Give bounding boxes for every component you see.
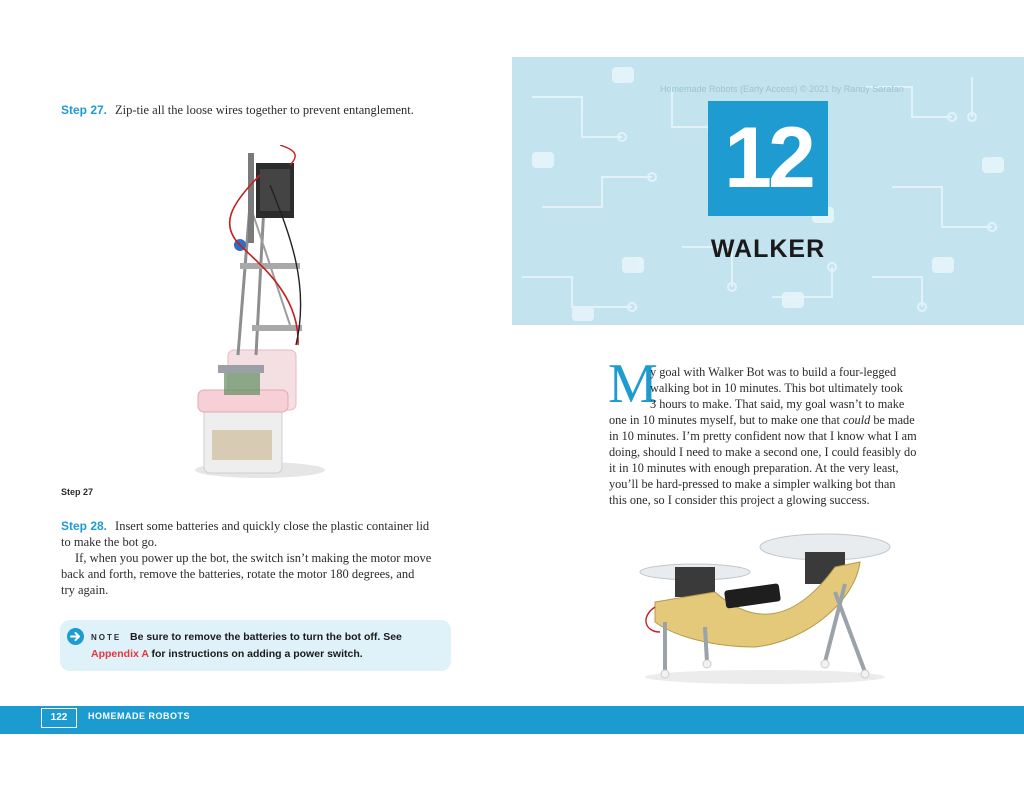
step-28-para-line-3: try again. xyxy=(61,583,109,597)
footer-page-number: 122 xyxy=(41,708,77,728)
intro-line-4-text: one in 10 minutes myself, but to make one that xyxy=(609,413,843,427)
note-text-1: Be sure to remove the batteries to turn the bot off. See xyxy=(130,631,402,643)
photo-shadow xyxy=(645,670,885,684)
intro-line-2-text: walking bot in 10 minutes. This bot ultimately took xyxy=(650,381,903,395)
motor-block xyxy=(224,373,260,395)
top-wire xyxy=(280,145,295,165)
intro-line-4-rest: be made xyxy=(870,413,915,427)
walker-bot-photo xyxy=(635,522,895,687)
intro-line-9-text: this one, so I consider this project a glowing success. xyxy=(609,493,870,507)
battery-holder xyxy=(724,583,781,608)
step-27 xyxy=(61,102,414,118)
lower-crossbar xyxy=(252,325,302,331)
step-27-text: Zip-tie all the loose wires together to prevent entanglement. xyxy=(115,103,414,117)
intro-line-5 xyxy=(609,428,939,444)
drop-cap: M xyxy=(608,353,658,415)
intro-line-8 xyxy=(609,476,939,492)
arrow-right-icon xyxy=(67,628,84,645)
board-face xyxy=(260,169,290,211)
foot-2 xyxy=(703,660,711,668)
foot-4 xyxy=(821,660,829,668)
intro-line-5-text: in 10 minutes. I’m pretty confident now that I know what I am xyxy=(609,429,917,443)
step-28-line-2: to make the bot go. xyxy=(61,535,158,549)
note-content xyxy=(91,629,441,662)
intro-line-6-text: doing, should I need to make a second one, I could feasibly do xyxy=(609,445,917,459)
crossbar xyxy=(240,263,300,269)
intro-line-2 xyxy=(609,380,939,396)
appendix-link[interactable]: Appendix A xyxy=(91,648,149,660)
note-text-2: for instructions on adding a power switch. xyxy=(148,648,363,660)
foot-1 xyxy=(661,670,669,678)
chapter-number: 12 xyxy=(724,110,812,206)
step-28-para-line-1: If, when you power up the bot, the switch isn’t making the motor move xyxy=(75,551,432,565)
step-28-text-1: Insert some batteries and quickly close the plastic container lid xyxy=(115,519,430,533)
step-28-number: Step 28. xyxy=(61,519,108,533)
intro-line-4-emphasis: could xyxy=(842,413,871,427)
step-27-number: Step 27. xyxy=(61,103,108,117)
step-27-photo xyxy=(190,145,330,480)
container-contents xyxy=(212,430,272,460)
intro-line-6 xyxy=(609,444,939,460)
intro-line-7 xyxy=(609,460,939,476)
intro-line-8-text: you’ll be hard-pressed to make a simpler walking bot than xyxy=(609,477,896,491)
photo-caption: Step 27 xyxy=(61,487,94,497)
note-line-2 xyxy=(91,646,441,662)
step-28 xyxy=(61,518,461,598)
motor-bracket xyxy=(218,365,264,373)
intro-line-4 xyxy=(609,412,939,428)
intro-line-1-text: y goal with Walker Bot was to build a four-legged xyxy=(650,365,897,379)
step-28-para-line-2: back and forth, remove the batteries, rotate the motor 180 degrees, and xyxy=(61,567,415,581)
foot-3 xyxy=(861,670,869,678)
leg-back-left xyxy=(705,627,707,662)
intro-line-9 xyxy=(609,492,939,508)
top-post xyxy=(248,153,254,243)
intro-paragraph xyxy=(609,364,939,508)
watermark: Homemade Robots (Early Access) © 2021 by Randy Sarafan xyxy=(660,84,904,94)
intro-line-3-text: 3 hours to make. That said, my goal wasn’t to make xyxy=(650,397,905,411)
intro-line-1 xyxy=(609,364,939,380)
chapter-title: WALKER xyxy=(710,235,826,263)
chapter-number-box xyxy=(708,101,828,216)
intro-line-3 xyxy=(609,396,939,412)
footer-book-title: HOMEMADE ROBOTS xyxy=(88,711,190,721)
intro-line-7-text: it in 10 minutes with enough preparation. At the very least, xyxy=(609,461,899,475)
note-line-1 xyxy=(91,629,441,646)
step-28-line-1 xyxy=(61,518,461,534)
note-label: NOTE xyxy=(91,633,122,642)
